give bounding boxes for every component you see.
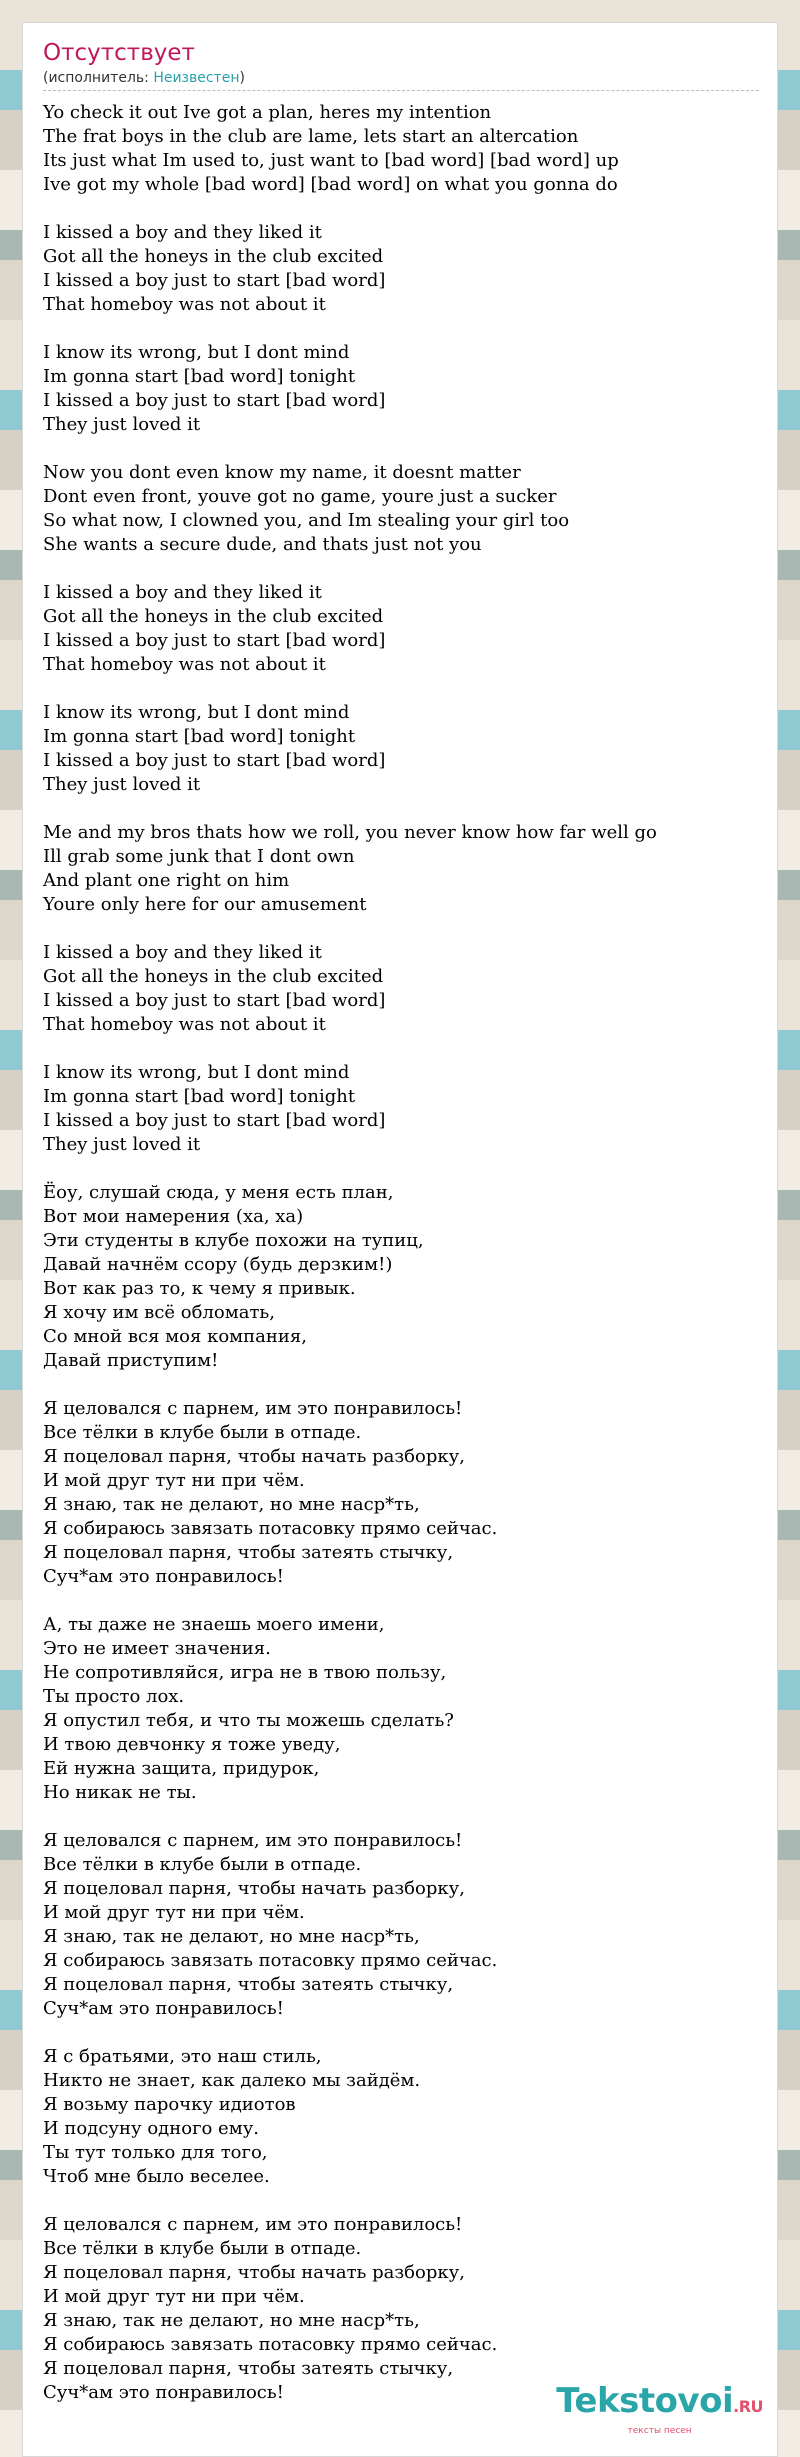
lyric-line: Ты тут только для того,: [43, 2142, 268, 2163]
lyric-line: Я знаю, так не делают, но мне наср*ть,: [43, 1926, 420, 1947]
lyric-line: I kissed a boy just to start [bad word]: [43, 630, 386, 651]
lyric-line: So what now, I clowned you, and Im stealing your girl too: [43, 510, 570, 531]
lyric-line: Я целовался с парнем, им это понравилось!: [43, 2214, 463, 2235]
stanza-gap: [43, 1373, 759, 1397]
lyric-line: Эти студенты в клубе похожи на тупиц,: [43, 1230, 424, 1251]
lyrics-card: [22, 22, 778, 2457]
lyric-line: Im gonna start [bad word] tonight: [43, 726, 356, 747]
lyric-line: I kissed a boy and they liked it: [43, 582, 322, 603]
stanza-gap: [43, 917, 759, 941]
stanza-gap: [43, 1805, 759, 1829]
lyric-line: А, ты даже не знаешь моего имени,: [43, 1614, 385, 1635]
lyric-line: И твою девчонку я тоже уведу,: [43, 1734, 341, 1755]
lyric-line: They just loved it: [43, 774, 201, 795]
lyric-line: Я собираюсь завязать потасовку прямо сейчас.: [43, 2334, 498, 2355]
site-logo[interactable]: [556, 2383, 763, 2436]
lyric-line: I kissed a boy just to start [bad word]: [43, 1110, 386, 1131]
lyric-line: I kissed a boy just to start [bad word]: [43, 990, 386, 1011]
title-divider: [43, 90, 759, 91]
logo-tld: .RU: [733, 2397, 763, 2416]
lyric-line: Im gonna start [bad word] tonight: [43, 1086, 356, 1107]
lyric-line: Суч*ам это понравилось!: [43, 1566, 284, 1587]
lyric-line: Youre only here for our amusement: [43, 894, 367, 915]
lyric-line: И подсуну одного ему.: [43, 2118, 260, 2139]
lyric-line: Давай начнём ссору (будь дерзким!): [43, 1254, 393, 1275]
stanza-gap: [43, 557, 759, 581]
lyrics-text: [43, 101, 759, 2405]
lyric-line: And plant one right on him: [43, 870, 290, 891]
lyric-line: Чтоб мне было веселее.: [43, 2166, 270, 2187]
song-title: Отсутствует: [43, 40, 195, 66]
lyric-line: I know its wrong, but I dont mind: [43, 1062, 350, 1083]
lyric-line: Я хочу им всё обломать,: [43, 1302, 275, 1323]
lyric-line: И мой друг тут ни при чём.: [43, 1470, 305, 1491]
lyric-line: Ты просто лох.: [43, 1686, 185, 1707]
lyric-line: И мой друг тут ни при чём.: [43, 1902, 305, 1923]
lyric-line: I kissed a boy just to start [bad word]: [43, 270, 386, 291]
logo-tagline: тексты песен: [627, 2426, 692, 2436]
lyric-line: Я опустил тебя, и что ты можешь сделать?: [43, 1710, 454, 1731]
lyric-line: Все тёлки в клубе были в отпаде.: [43, 1422, 362, 1443]
logo-wordmark: [556, 2383, 763, 2425]
lyric-line: They just loved it: [43, 414, 201, 435]
lyric-line: Я поцеловал парня, чтобы затеять стычку,: [43, 1974, 454, 1995]
lyric-line: Вот как раз то, к чему я привык.: [43, 1278, 356, 1299]
lyric-line: Я поцеловал парня, чтобы затеять стычку,: [43, 2358, 454, 2379]
lyric-line: Я поцеловал парня, чтобы затеять стычку,: [43, 1542, 454, 1563]
lyric-line: Это не имеет значения.: [43, 1638, 271, 1659]
lyric-line: Я собираюсь завязать потасовку прямо сейчас.: [43, 1518, 498, 1539]
lyric-line: Ill grab some junk that I dont own: [43, 846, 355, 867]
lyric-line: Я целовался с парнем, им это понравилось!: [43, 1398, 463, 1419]
stanza-gap: [43, 797, 759, 821]
stanza-gap: [43, 2189, 759, 2213]
lyric-line: I kissed a boy and they liked it: [43, 942, 322, 963]
artist-link[interactable]: Неизвестен: [153, 70, 240, 86]
artist-suffix: ): [239, 70, 245, 86]
lyric-line: I kissed a boy and they liked it: [43, 222, 322, 243]
lyric-line: Im gonna start [bad word] tonight: [43, 366, 356, 387]
stanza-gap: [43, 1157, 759, 1181]
lyric-line: Its just what Im used to, just want to [bad word] [bad word] up: [43, 150, 619, 171]
lyric-line: Все тёлки в клубе были в отпаде.: [43, 2238, 362, 2259]
lyric-line: Me and my bros thats how we roll, you never know how far well go: [43, 822, 657, 843]
lyric-line: Не сопротивляйся, игра не в твою пользу,: [43, 1662, 447, 1683]
lyric-line: The frat boys in the club are lame, lets start an altercation: [43, 126, 579, 147]
lyric-line: Ёоу, слушай сюда, у меня есть план,: [43, 1182, 394, 1203]
lyric-line: Я поцеловал парня, чтобы начать разборку,: [43, 1878, 465, 1899]
lyric-line: Got all the honeys in the club excited: [43, 966, 384, 987]
lyric-line: I kissed a boy just to start [bad word]: [43, 390, 386, 411]
lyric-line: Yo check it out Ive got a plan, heres my intention: [43, 102, 492, 123]
lyric-line: Now you dont even know my name, it doesnt matter: [43, 462, 521, 483]
lyric-line: That homeboy was not about it: [43, 294, 326, 315]
logo-name: Tekstovoi: [556, 2381, 734, 2421]
lyric-line: Я с братьями, это наш стиль,: [43, 2046, 322, 2067]
lyric-line: Got all the honeys in the club excited: [43, 606, 384, 627]
artist-line: [43, 69, 245, 87]
artist-prefix: (исполнитель:: [43, 70, 154, 86]
lyric-line: Суч*ам это понравилось!: [43, 2382, 284, 2403]
lyric-line: Но никак не ты.: [43, 1782, 197, 1803]
lyric-line: I know its wrong, but I dont mind: [43, 702, 350, 723]
lyric-line: That homeboy was not about it: [43, 654, 326, 675]
lyric-line: Ive got my whole [bad word] [bad word] on what you gonna do: [43, 174, 618, 195]
lyric-line: Я поцеловал парня, чтобы начать разборку,: [43, 1446, 465, 1467]
lyric-line: Got all the honeys in the club excited: [43, 246, 384, 267]
lyric-line: I kissed a boy just to start [bad word]: [43, 750, 386, 771]
lyric-line: I know its wrong, but I dont mind: [43, 342, 350, 363]
lyric-line: Вот мои намерения (ха, ха): [43, 1206, 304, 1227]
lyric-line: И мой друг тут ни при чём.: [43, 2286, 305, 2307]
stanza-gap: [43, 197, 759, 221]
lyric-line: Я целовался с парнем, им это понравилось!: [43, 1830, 463, 1851]
lyric-line: She wants a secure dude, and thats just not you: [43, 534, 482, 555]
lyric-line: Dont even front, youve got no game, youre just a sucker: [43, 486, 557, 507]
lyric-line: Никто не знает, как далеко мы зайдём.: [43, 2070, 421, 2091]
lyric-line: Суч*ам это понравилось!: [43, 1998, 284, 2019]
lyric-line: Все тёлки в клубе были в отпаде.: [43, 1854, 362, 1875]
lyric-line: Я знаю, так не делают, но мне наср*ть,: [43, 2310, 420, 2331]
lyric-line: Я собираюсь завязать потасовку прямо сейчас.: [43, 1950, 498, 1971]
lyric-line: Я возьму парочку идиотов: [43, 2094, 296, 2115]
stanza-gap: [43, 677, 759, 701]
lyric-line: That homeboy was not about it: [43, 1014, 326, 1035]
lyric-line: Ей нужна защита, придурок,: [43, 1758, 320, 1779]
lyric-line: They just loved it: [43, 1134, 201, 1155]
lyric-line: Давай приступим!: [43, 1350, 219, 1371]
lyric-line: Я знаю, так не делают, но мне наср*ть,: [43, 1494, 420, 1515]
lyric-line: Со мной вся моя компания,: [43, 1326, 307, 1347]
stanza-gap: [43, 2021, 759, 2045]
stanza-gap: [43, 1037, 759, 1061]
stanza-gap: [43, 437, 759, 461]
stanza-gap: [43, 1589, 759, 1613]
stanza-gap: [43, 317, 759, 341]
lyric-line: Я поцеловал парня, чтобы начать разборку,: [43, 2262, 465, 2283]
